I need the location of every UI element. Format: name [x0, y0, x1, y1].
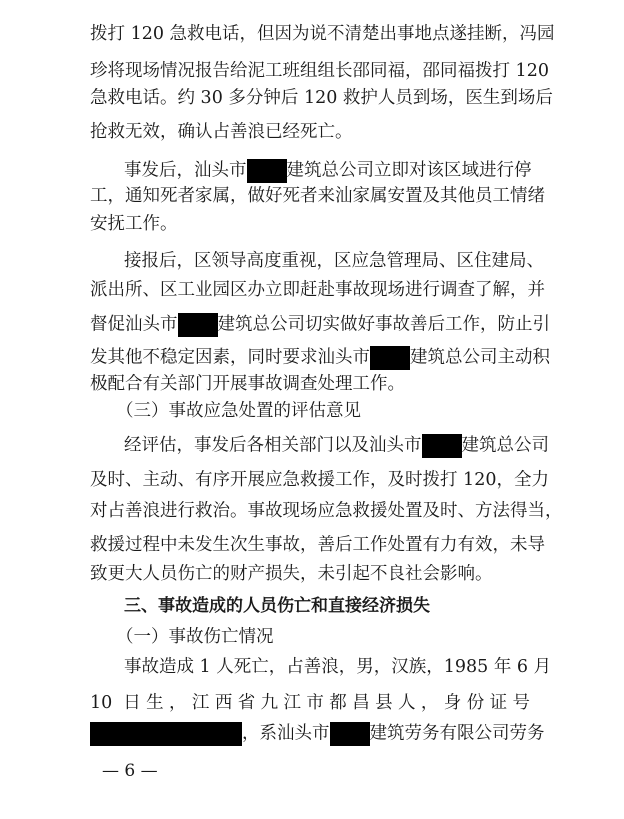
subsection-heading: （一）事故伤亡情况: [116, 627, 274, 647]
redaction-block: [247, 159, 287, 183]
redaction-block: [90, 722, 242, 746]
text-line: 发其他不稳定因素，同时要求汕头市 建筑总公司主动积: [90, 346, 550, 368]
text-line: 督促汕头市 建筑总公司切实做好事故善后工作，防止引: [90, 313, 550, 335]
text-line: 急救电话。约 30 多分钟后 120 救护人员到场，医生到场后: [90, 88, 553, 108]
text-line: 事发后，汕头市 建筑总公司立即对该区域进行停: [124, 159, 530, 181]
redaction-block: [178, 313, 218, 337]
subsection-heading: （三）事故应急处置的评估意见: [116, 401, 361, 421]
text-line: 安抚工作。: [90, 214, 178, 234]
text-line: 及时、主动、有序开展应急救援工作，及时拨打 120，全力: [90, 470, 549, 490]
text-line: 拨打 120 急救电话，但因为说不清楚出事地点遂挂断，冯园: [90, 24, 555, 44]
text-line: ，系汕头市 建筑劳务有限公司劳务: [90, 722, 545, 744]
text-line: 抢救无效，确认占善浪已经死亡。: [90, 122, 353, 142]
section-heading: 三、事故造成的人员伤亡和直接经济损失: [124, 596, 430, 616]
redaction-block: [370, 346, 410, 370]
text-line: 极配合有关部门开展事故调查处理工作。: [90, 374, 405, 394]
text-line: 经评估，事发后各相关部门以及汕头市 建筑总公司: [124, 434, 549, 456]
text-line: 致更大人员伤亡的财产损失，未引起不良社会影响。: [90, 564, 493, 584]
redaction-block: [330, 722, 370, 746]
text-line: 派出所、区工业园区办立即赶赴事故现场进行调查了解，并: [90, 280, 545, 300]
text-line: 珍将现场情况报告给泥工班组组长邵同福，邵同福拨打 120: [90, 61, 549, 81]
text-line: 工，通知死者家属，做好死者来汕家属安置及其他员工情绪: [90, 186, 545, 206]
text-line: 10 日生，江西省九江市都昌县人，身份证号: [90, 693, 530, 713]
text-line: 事故造成 1 人死亡，占善浪，男，汉族，1985 年 6 月: [124, 657, 552, 677]
text-line: 接报后，区领导高度重视，区应急管理局、区住建局、: [124, 251, 544, 271]
redaction-block: [422, 434, 462, 458]
text-line: 对占善浪进行救治。事故现场应急救援处置及时、方法得当，: [90, 501, 563, 521]
text-line: 救援过程中未发生次生事故，善后工作处置有力有效，未导: [90, 535, 545, 555]
page-number: — 6 —: [102, 761, 158, 781]
